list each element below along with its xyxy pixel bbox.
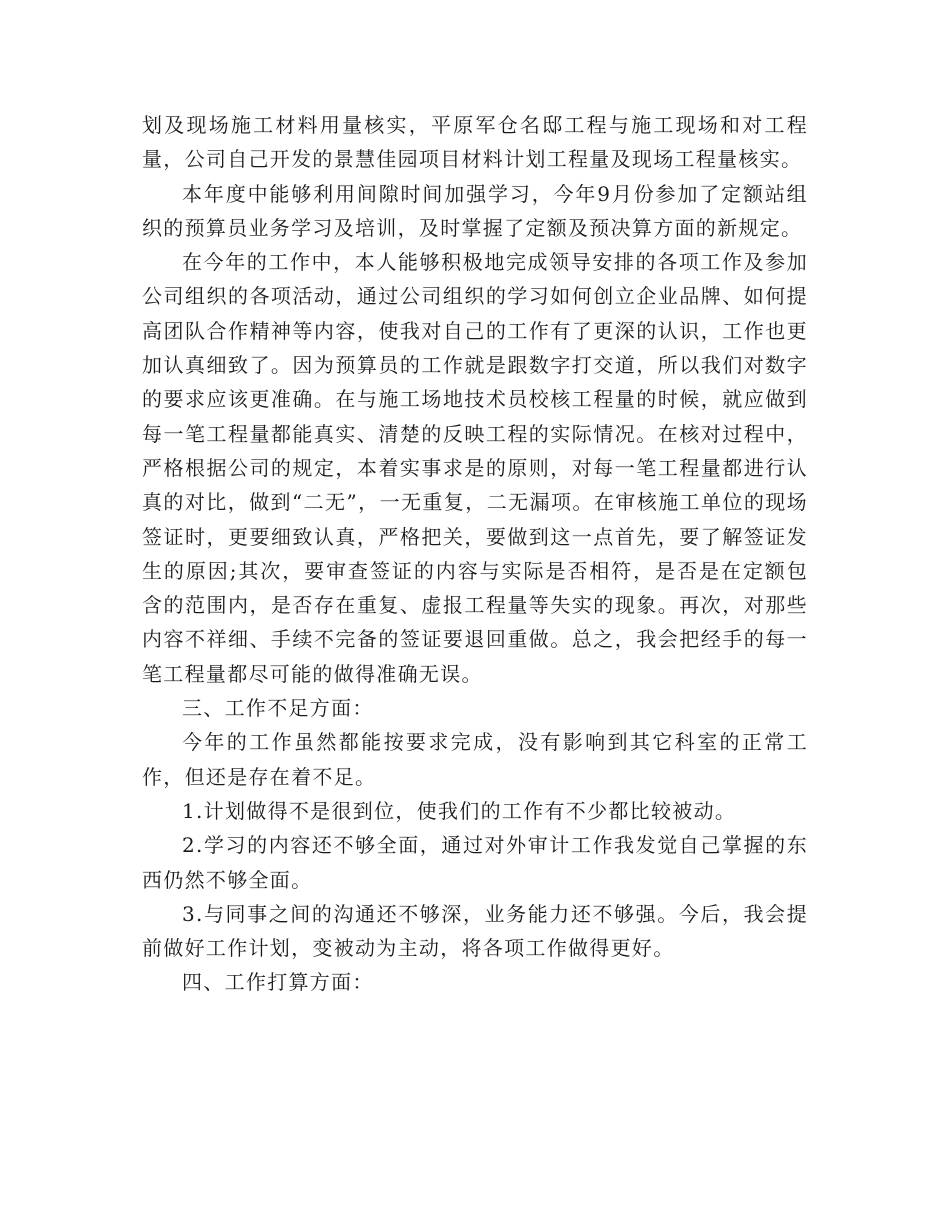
paragraph-continued: 划及现场施工材料用量核实，平原军仓名邸工程与施工现场和对工程量，公司自己开发的景慧佳园项目材料计划工程量及现场工程量核实。 — [142, 113, 808, 172]
section-heading-shortcomings: 三、工作不足方面： — [182, 696, 374, 721]
list-item-1: 1.计划做得不是很到位，使我们的工作有不少都比较被动。 — [182, 798, 737, 823]
list-item-2: 2.学习的内容还不够全面，通过对外审计工作我发觉自己掌握的东西仍然不够全面。 — [142, 833, 808, 892]
list-item-3: 3.与同事之间的沟通还不够深，业务能力还不够强。今后，我会提前做好工作计划，变被动为主动，将各项工作做得更好。 — [142, 901, 808, 961]
paragraph-shortcomings-intro: 今年的工作虽然都能按要求完成，没有影响到其它科室的正常工作，但还是存在着不足。 — [142, 730, 808, 789]
paragraph-work-review: 在今年的工作中，本人能够积极地完成领导安排的各项工作及参加公司组织的各项活动，通过公司组织的学习如何创立企业品牌、如何提高团队合作精神等内容，使我对自己的工作有了更深的认识，工作也更加认真细致了。因为预算员的工作就是跟数字打交道，所以我们对数字的要求应该更准确。在与施工场地技术员校核工程量的时候，就应做到每一笔工程量都能真实、清楚的反映工程的实际情况。在核对过程中，严格根据公司的规定，本着实事求是的原则，对每一笔工程量都进行认真的对比，做到“二无”，一无重复，二无漏项。在审核施工单位的现场签证时，更要细致认真，严格把关，要做到这一点首先，要了解签证发生的原因;其次，要审查签证的内容与实际是否相符，是否是在定额包含的范围内，是否存在重复、虚报工程量等失实的现象。再次，对那些内容不祥细、手续不完备的签证要退回重做。总之，我会把经手的每一笔工程量都尽可能的做得准确无误。 — [142, 250, 808, 686]
section-heading-plans: 四、工作打算方面： — [182, 970, 374, 995]
document-body — [142, 108, 808, 1000]
paragraph-study: 本年度中能够利用间隙时间加强学习，今年9月份参加了定额站组织的预算员业务学习及培训，及时掌握了定额及预决算方面的新规定。 — [142, 181, 808, 240]
